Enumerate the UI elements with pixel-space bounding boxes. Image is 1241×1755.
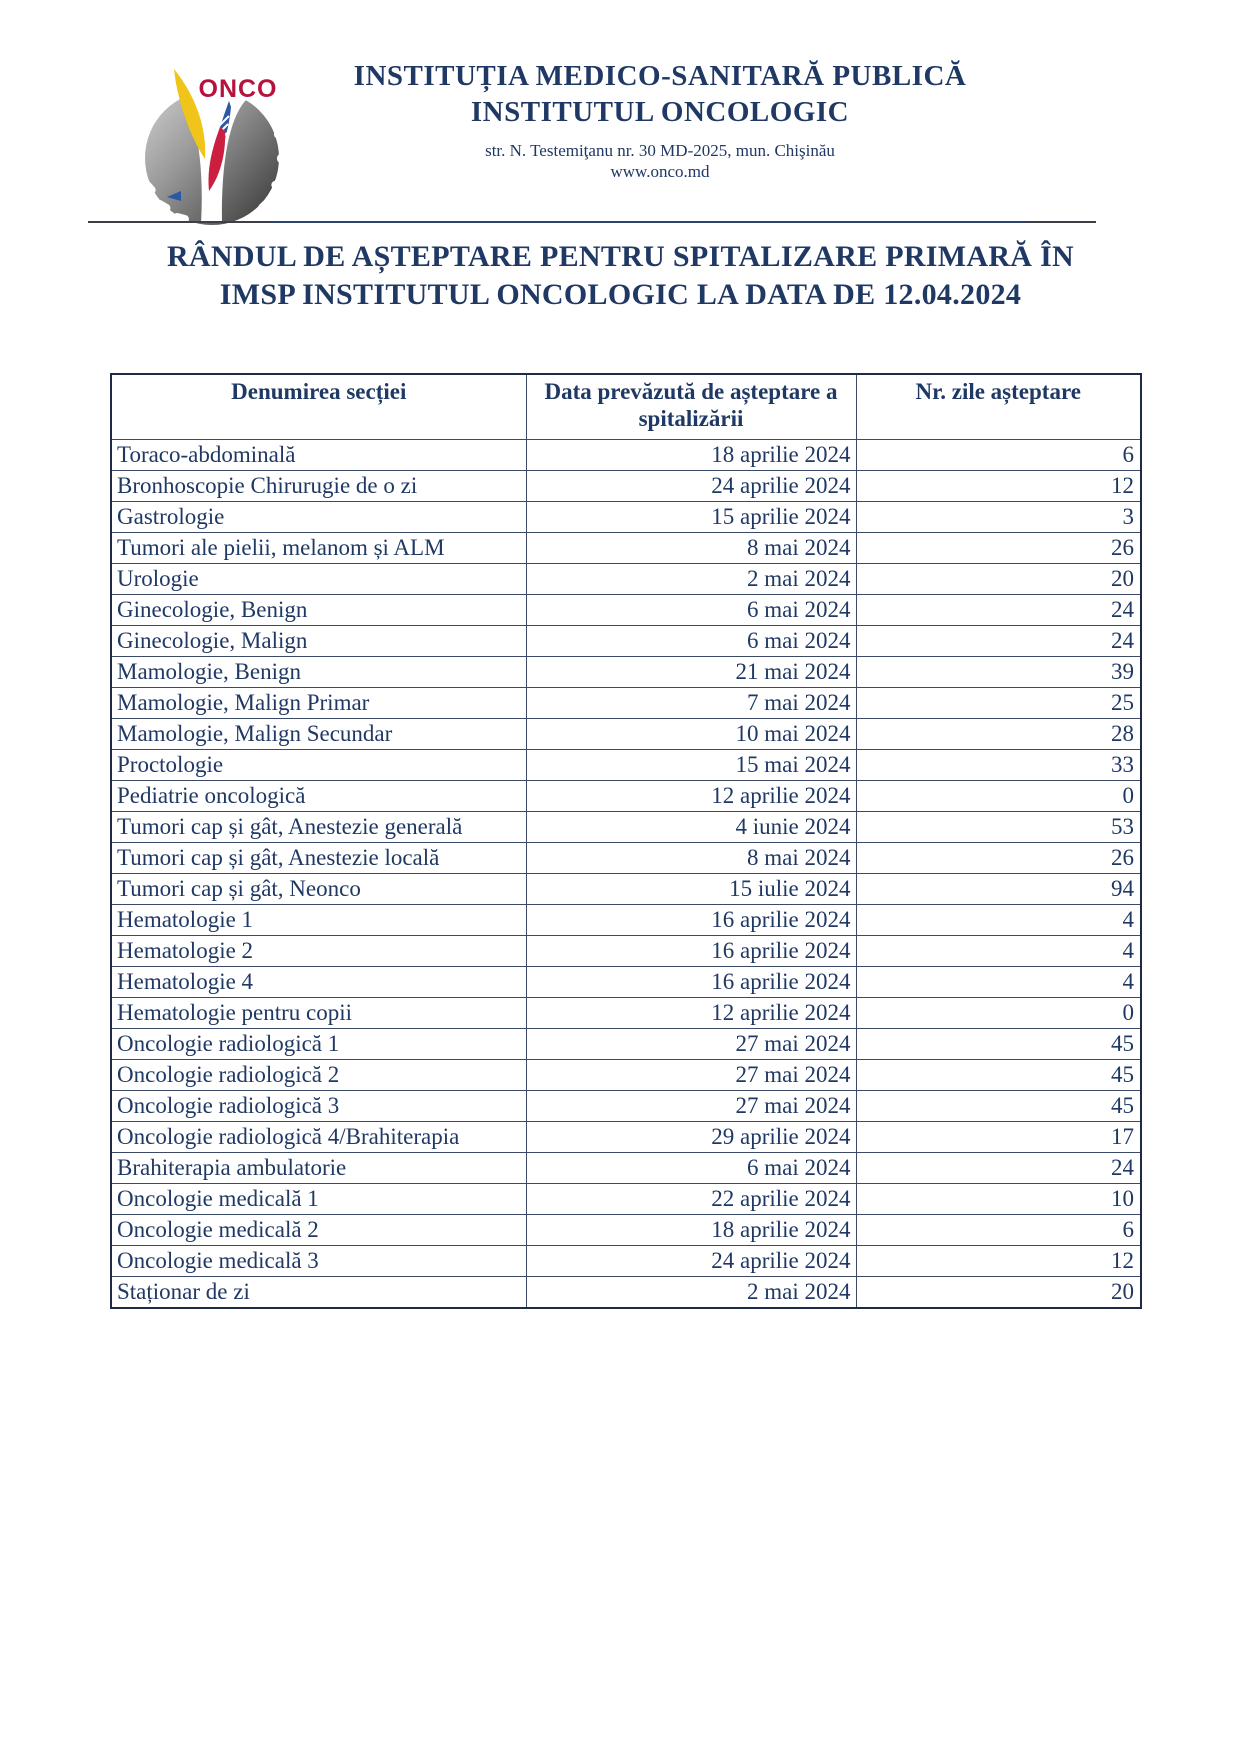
table-row: [111, 502, 1141, 533]
cell-waiting-days: 24: [856, 1153, 1141, 1184]
cell-expected-date: 22 aprilie 2024: [526, 1184, 856, 1215]
table-row: [111, 843, 1141, 874]
table-row: [111, 533, 1141, 564]
table-row: [111, 1091, 1141, 1122]
cell-expected-date: 24 aprilie 2024: [526, 1246, 856, 1277]
title-line1: RÂNDUL DE AȘTEPTARE PENTRU SPITALIZARE PRIMARĂ ÎN: [166, 240, 1075, 273]
title-line2: IMSP INSTITUTUL ONCOLOGIC LA DATA DE 12.04.2024: [219, 278, 1022, 311]
cell-section-name: Ginecologie, Malign: [111, 626, 526, 657]
cell-section-name: Hematologie pentru copii: [111, 998, 526, 1029]
cell-section-name: Bronhoscopie Chirurugie de o zi: [111, 471, 526, 502]
cell-waiting-days: 28: [856, 719, 1141, 750]
table-row: [111, 1215, 1141, 1246]
table-header-row: [111, 374, 1141, 440]
cell-waiting-days: 20: [856, 564, 1141, 595]
header-divider: [88, 221, 1096, 223]
cell-waiting-days: 45: [856, 1060, 1141, 1091]
cell-section-name: Hematologie 2: [111, 936, 526, 967]
table-row: [111, 471, 1141, 502]
cell-section-name: Oncologie medicală 2: [111, 1215, 526, 1246]
table-row: [111, 1060, 1141, 1091]
cell-waiting-days: 4: [856, 905, 1141, 936]
cell-expected-date: 4 iunie 2024: [526, 812, 856, 843]
cell-section-name: Hematologie 4: [111, 967, 526, 998]
table-row: [111, 564, 1141, 595]
cell-waiting-days: 24: [856, 595, 1141, 626]
cell-expected-date: 8 mai 2024: [526, 843, 856, 874]
cell-section-name: Mamologie, Malign Secundar: [111, 719, 526, 750]
cell-waiting-days: 26: [856, 843, 1141, 874]
cell-section-name: Oncologie radiologică 4/Brahiterapia: [111, 1122, 526, 1153]
cell-expected-date: 15 mai 2024: [526, 750, 856, 781]
cell-expected-date: 24 aprilie 2024: [526, 471, 856, 502]
table-row: [111, 936, 1141, 967]
cell-expected-date: 7 mai 2024: [526, 688, 856, 719]
cell-expected-date: 6 mai 2024: [526, 1153, 856, 1184]
cell-section-name: Tumori ale pielii, melanom și ALM: [111, 533, 526, 564]
cell-waiting-days: 12: [856, 1246, 1141, 1277]
org-name-line2: INSTITUTUL ONCOLOGIC: [470, 96, 850, 128]
cell-waiting-days: 94: [856, 874, 1141, 905]
cell-expected-date: 16 aprilie 2024: [526, 936, 856, 967]
cell-waiting-days: 45: [856, 1029, 1141, 1060]
cell-section-name: Mamologie, Malign Primar: [111, 688, 526, 719]
table-row: [111, 998, 1141, 1029]
table-row: [111, 781, 1141, 812]
cell-section-name: Oncologie radiologică 1: [111, 1029, 526, 1060]
cell-expected-date: 21 mai 2024: [526, 657, 856, 688]
table-row: [111, 905, 1141, 936]
wait-table-body: [111, 440, 1141, 1309]
col-header-days: Nr. zile așteptare: [856, 374, 1141, 440]
cell-expected-date: 2 mai 2024: [526, 1277, 856, 1309]
cell-expected-date: 18 aprilie 2024: [526, 1215, 856, 1246]
cell-waiting-days: 12: [856, 471, 1141, 502]
cell-section-name: Oncologie medicală 1: [111, 1184, 526, 1215]
cell-section-name: Brahiterapia ambulatorie: [111, 1153, 526, 1184]
cell-waiting-days: 25: [856, 688, 1141, 719]
table-row: [111, 719, 1141, 750]
cell-section-name: Tumori cap și gât, Anestezie generală: [111, 812, 526, 843]
cell-waiting-days: 6: [856, 440, 1141, 471]
cell-waiting-days: 0: [856, 781, 1141, 812]
org-name-line1: INSTITUȚIA MEDICO-SANITARĂ PUBLICĂ: [353, 60, 967, 92]
cell-waiting-days: 33: [856, 750, 1141, 781]
cell-waiting-days: 39: [856, 657, 1141, 688]
cell-expected-date: 16 aprilie 2024: [526, 967, 856, 998]
cell-section-name: Pediatrie oncologică: [111, 781, 526, 812]
cell-waiting-days: 20: [856, 1277, 1141, 1309]
cell-waiting-days: 26: [856, 533, 1141, 564]
cell-waiting-days: 0: [856, 998, 1141, 1029]
onco-logo-graphic: [125, 55, 305, 227]
cell-expected-date: 12 aprilie 2024: [526, 998, 856, 1029]
cell-waiting-days: 6: [856, 1215, 1141, 1246]
cell-section-name: Gastrologie: [111, 502, 526, 533]
cell-waiting-days: 45: [856, 1091, 1141, 1122]
logo-text: ONCO: [198, 75, 278, 103]
org-website: www.onco.md: [610, 162, 710, 181]
table-row: [111, 1184, 1141, 1215]
cell-section-name: Urologie: [111, 564, 526, 595]
table-row: [111, 626, 1141, 657]
cell-expected-date: 27 mai 2024: [526, 1060, 856, 1091]
table-row: [111, 1029, 1141, 1060]
cell-waiting-days: 4: [856, 936, 1141, 967]
col-header-date: Data prevăzută de așteptare a spitalizării: [526, 374, 856, 440]
cell-expected-date: 12 aprilie 2024: [526, 781, 856, 812]
col-header-section: Denumirea secției: [111, 374, 526, 440]
cell-waiting-days: 4: [856, 967, 1141, 998]
onco-logo: [125, 55, 305, 227]
table-row: [111, 812, 1141, 843]
table-row: [111, 1122, 1141, 1153]
table-row: [111, 1246, 1141, 1277]
table-row: [111, 595, 1141, 626]
cell-expected-date: 6 mai 2024: [526, 626, 856, 657]
cell-expected-date: 27 mai 2024: [526, 1091, 856, 1122]
cell-expected-date: 18 aprilie 2024: [526, 440, 856, 471]
table-row: [111, 967, 1141, 998]
cell-expected-date: 29 aprilie 2024: [526, 1122, 856, 1153]
cell-waiting-days: 53: [856, 812, 1141, 843]
cell-expected-date: 6 mai 2024: [526, 595, 856, 626]
cell-section-name: Ginecologie, Benign: [111, 595, 526, 626]
cell-expected-date: 15 aprilie 2024: [526, 502, 856, 533]
cell-section-name: Staționar de zi: [111, 1277, 526, 1309]
cell-section-name: Oncologie medicală 3: [111, 1246, 526, 1277]
cell-expected-date: 27 mai 2024: [526, 1029, 856, 1060]
cell-expected-date: 16 aprilie 2024: [526, 905, 856, 936]
cell-section-name: Mamologie, Benign: [111, 657, 526, 688]
table-row: [111, 1153, 1141, 1184]
waiting-list-table: [110, 373, 1142, 1309]
cell-section-name: Oncologie radiologică 3: [111, 1091, 526, 1122]
cell-section-name: Oncologie radiologică 2: [111, 1060, 526, 1091]
cell-section-name: Hematologie 1: [111, 905, 526, 936]
table-row: [111, 657, 1141, 688]
cell-waiting-days: 10: [856, 1184, 1141, 1215]
cell-section-name: Tumori cap și gât, Anestezie locală: [111, 843, 526, 874]
cell-expected-date: 10 mai 2024: [526, 719, 856, 750]
cell-waiting-days: 3: [856, 502, 1141, 533]
cell-waiting-days: 17: [856, 1122, 1141, 1153]
table-row: [111, 1277, 1141, 1309]
cell-expected-date: 15 iulie 2024: [526, 874, 856, 905]
document-title: [0, 238, 1241, 314]
table-row: [111, 874, 1141, 905]
cell-section-name: Toraco-abdominală: [111, 440, 526, 471]
cell-section-name: Tumori cap și gât, Neonco: [111, 874, 526, 905]
table-row: [111, 750, 1141, 781]
cell-expected-date: 8 mai 2024: [526, 533, 856, 564]
cell-section-name: Proctologie: [111, 750, 526, 781]
table-row: [111, 440, 1141, 471]
cell-waiting-days: 24: [856, 626, 1141, 657]
letterhead: [290, 58, 1030, 182]
table-row: [111, 688, 1141, 719]
cell-expected-date: 2 mai 2024: [526, 564, 856, 595]
org-address: str. N. Testemiţanu nr. 30 MD-2025, mun. Chişinău: [485, 141, 835, 160]
